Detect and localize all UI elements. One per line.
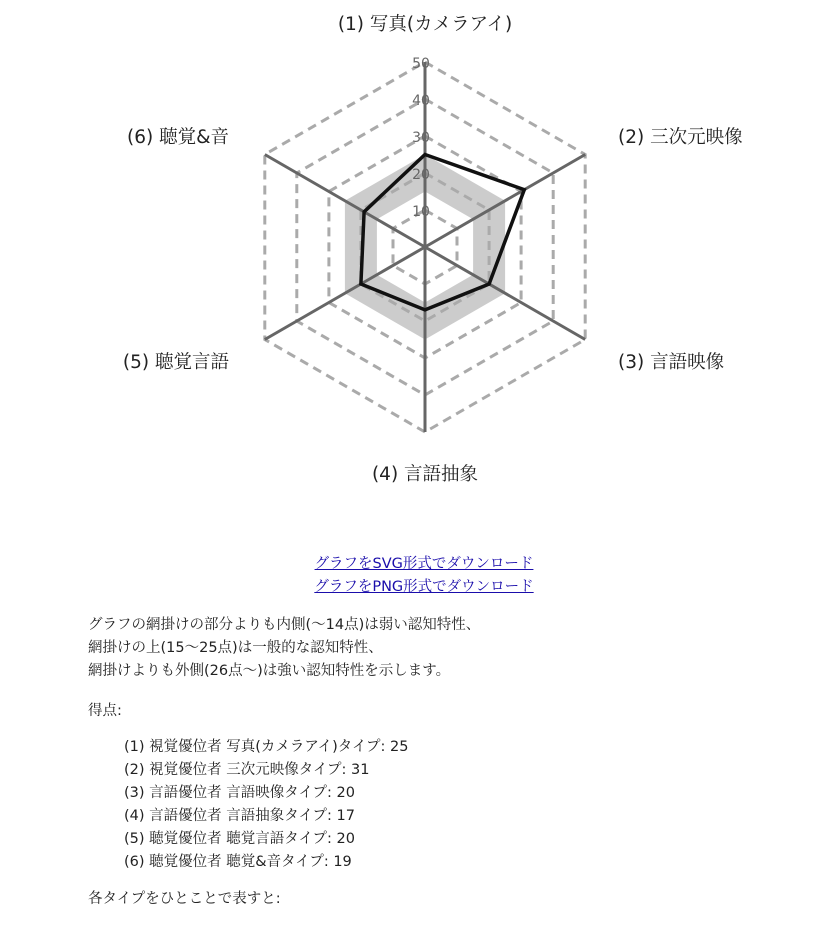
score-item-3: (3) 言語優位者 言語映像タイプ: 20	[124, 785, 355, 801]
radar-data-point	[363, 210, 366, 213]
score-item-6: (6) 聴覚優位者 聴覚&音タイプ: 19	[124, 854, 352, 870]
radar-tick-label: 10	[412, 204, 430, 220]
download-svg-link[interactable]: グラフをSVG形式でダウンロード	[314, 556, 534, 572]
score-list	[124, 736, 409, 874]
download-png-link[interactable]: グラフをPNG形式でダウンロード	[314, 579, 534, 595]
radar-axis-label: (5) 聴覚言語	[122, 352, 229, 373]
radar-axis-label: (6) 聴覚&音	[126, 127, 229, 148]
radar-data-point	[359, 283, 362, 286]
radar-axis-label: (4) 言語抽象	[371, 464, 479, 485]
radar-data-point	[424, 308, 427, 311]
radar-tick-label: 30	[412, 130, 430, 146]
radar-data-point	[424, 153, 427, 156]
radar-axis-label: (2) 三次元映像	[618, 127, 743, 148]
scores-heading: 得点:	[88, 703, 122, 719]
radar-tick-label: 50	[412, 56, 430, 72]
radar-axis-label: (1) 写真(カメラアイ)	[337, 14, 513, 35]
description-line-2: 網掛けの上(15〜25点)は一般的な認知特性、	[88, 640, 383, 656]
score-item-1: (1) 視覚優位者 写真(カメラアイ)タイプ: 25	[124, 739, 409, 755]
radar-axis-label: (3) 言語映像	[618, 352, 725, 373]
radar-tick-label: 20	[412, 167, 430, 183]
chart-description	[88, 614, 480, 683]
radar-data-point	[488, 283, 491, 286]
radar-data-point	[523, 188, 526, 191]
radar-tick-label: 40	[412, 93, 430, 109]
score-item-4: (4) 言語優位者 言語抽象タイプ: 17	[124, 808, 355, 824]
description-line-3: 網掛けよりも外側(26点〜)は強い認知特性を示します。	[88, 663, 451, 679]
type-summary-heading: 各タイプをひとことで表すと:	[88, 891, 281, 907]
download-links	[0, 553, 814, 599]
score-item-5: (5) 聴覚優位者 聴覚言語タイプ: 20	[124, 831, 355, 847]
description-line-1: グラフの網掛けの部分よりも内側(〜14点)は弱い認知特性、	[88, 617, 481, 633]
score-item-2: (2) 視覚優位者 三次元映像タイプ: 31	[124, 762, 370, 778]
